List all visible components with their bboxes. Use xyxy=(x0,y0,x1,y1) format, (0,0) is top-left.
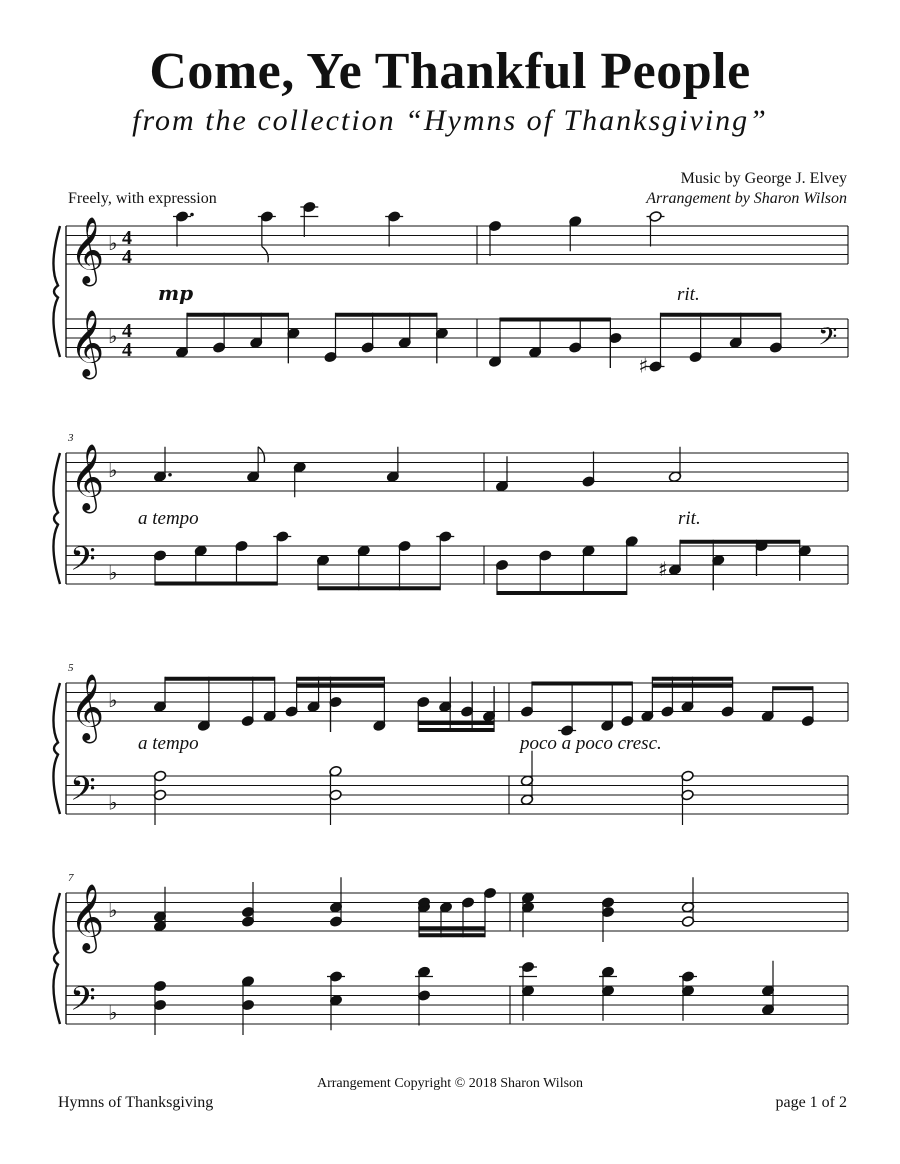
expression-marking: a tempo xyxy=(138,733,199,754)
upper-flag xyxy=(258,447,264,463)
bass-clef-icon: 𝄢 xyxy=(70,540,96,587)
sharp-icon: ♯ xyxy=(638,353,649,378)
system-brace xyxy=(53,893,60,1024)
upper-beam xyxy=(532,682,632,686)
treble-clef-icon: 𝄞 xyxy=(70,882,105,951)
lower-beam xyxy=(680,540,800,544)
lower-beam xyxy=(336,313,437,317)
key-signature-flat-icon: ♭ xyxy=(108,560,118,585)
expression-marking: rit. xyxy=(677,284,700,305)
key-signature-flat-icon: ♭ xyxy=(108,688,118,712)
measure-number: 5 xyxy=(68,662,74,674)
bass-clef-change-icon: 𝄢 xyxy=(818,322,838,358)
bass-clef-icon: 𝄢 xyxy=(70,770,96,817)
treble-clef-icon: 𝄞 xyxy=(70,442,105,511)
system-brace xyxy=(53,683,60,814)
key-signature-flat-icon: ♭ xyxy=(108,1000,118,1025)
upper-beam xyxy=(652,684,732,688)
upper-dot xyxy=(190,213,194,217)
key-signature-flat-icon: ♭ xyxy=(108,324,118,348)
key-signature-flat-icon: ♭ xyxy=(108,898,118,922)
measure-number: 7 xyxy=(68,872,74,884)
expression-marking: a tempo xyxy=(138,508,199,529)
page-number: page 1 of 2 xyxy=(775,1094,847,1111)
copyright-notice: Arrangement Copyright © 2018 Sharon Wilson xyxy=(316,1076,584,1091)
key-signature-flat-icon: ♭ xyxy=(108,458,118,482)
key-signature-flat-icon: ♭ xyxy=(108,231,118,255)
upper-beam xyxy=(652,677,732,681)
system-brace xyxy=(53,453,60,584)
sharp-icon: ♯ xyxy=(658,556,668,581)
upper-beam xyxy=(773,686,813,690)
upper-dot xyxy=(168,473,172,477)
upper-beam xyxy=(297,684,385,688)
lower-beam xyxy=(500,318,610,322)
lower-beam xyxy=(187,313,288,317)
piece-title: Come, Ye Thankful People xyxy=(149,43,751,100)
upper-beam xyxy=(418,721,494,725)
measure-number: 3 xyxy=(68,432,74,444)
time-signature-top: 4 xyxy=(122,227,132,250)
upper-beam xyxy=(165,677,275,681)
time-signature-bottom: 4 xyxy=(122,339,132,362)
lower-beam xyxy=(155,582,277,586)
footer-collection-name: Hymns of Thanksgiving xyxy=(58,1094,214,1111)
treble-clef-icon: 𝄞 xyxy=(70,672,105,741)
upper-beam xyxy=(418,728,494,732)
arranger-credit: Arrangement by Sharon Wilson xyxy=(646,190,847,207)
key-signature-flat-icon: ♭ xyxy=(108,790,118,815)
time-signature-top: 4 xyxy=(122,320,132,343)
time-signature-bottom: 4 xyxy=(122,246,132,269)
expression-marking: rit. xyxy=(678,508,701,529)
upper-beam xyxy=(419,926,485,930)
system-brace xyxy=(53,226,60,357)
dynamic-marking: mp xyxy=(158,281,194,305)
upper-beam xyxy=(297,677,385,681)
lower-beam xyxy=(318,586,440,590)
treble-clef-icon: 𝄞 xyxy=(70,215,105,284)
treble-clef-icon: 𝄞 xyxy=(70,308,105,377)
tempo-marking: Freely, with expression xyxy=(68,190,217,207)
bass-clef-icon: 𝄢 xyxy=(70,980,96,1027)
lower-beam xyxy=(661,313,781,317)
composer-credit: Music by George J. Elvey xyxy=(680,170,847,187)
collection-subtitle: from the collection “Hymns of Thanksgiving” xyxy=(132,104,768,137)
lower-beam xyxy=(497,591,627,595)
expression-marking: poco a poco cresc. xyxy=(520,733,662,754)
upper-beam xyxy=(419,933,485,937)
